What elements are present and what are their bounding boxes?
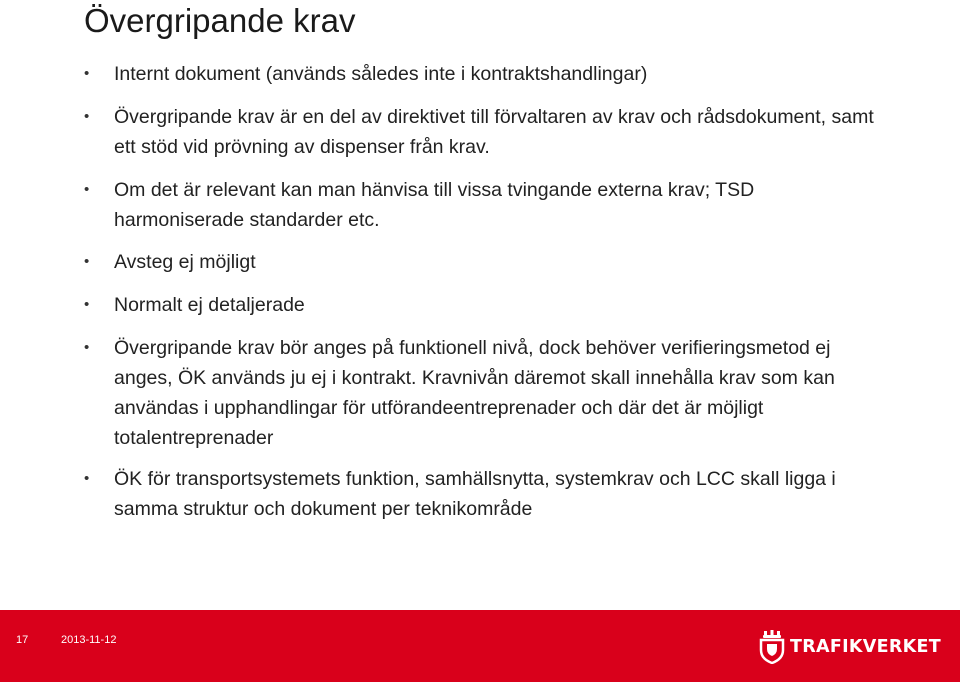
- bullet-icon: •: [84, 470, 90, 487]
- slide-title: Övergripande krav: [84, 2, 356, 39]
- bullet-text: Normalt ej detaljerade: [114, 294, 305, 316]
- trafikverket-crest-icon: [758, 630, 786, 664]
- bullet-icon: •: [84, 181, 90, 198]
- footer-bar: [0, 610, 960, 682]
- bullet-text: Om det är relevant kan man hänvisa till vissa tvingande externa krav; TSD harmoniserade standarder etc.: [114, 179, 755, 231]
- bullet-text: Övergripande krav är en del av direktivet till förvaltaren av krav och rådsdokument, samt ett stöd vid prövning av dispenser från krav.: [114, 106, 874, 158]
- bullet-text: Övergripande krav bör anges på funktionell nivå, dock behöver verifieringsmetod ej anges, ÖK används ju ej i kontrakt. Kravnivån däremot skall innehålla krav som kan användas i upphandlingar för utförandeentreprenader och där det är möjligt totalentreprenader: [114, 337, 835, 449]
- bullet-icon: •: [84, 65, 90, 82]
- bullet-icon: •: [84, 296, 90, 313]
- bullet-item: [84, 333, 874, 453]
- trafikverket-logo: [758, 630, 941, 664]
- bullet-icon: •: [84, 253, 90, 270]
- bullet-item: [84, 464, 874, 524]
- bullet-text: Avsteg ej möjligt: [114, 251, 256, 273]
- bullet-item: [84, 175, 874, 235]
- bullet-text: ÖK för transportsystemets funktion, samhällsnytta, systemkrav och LCC skall ligga i samma struktur och dokument per teknikområde: [114, 468, 836, 520]
- bullet-icon: •: [84, 108, 90, 125]
- bullet-item: [84, 59, 874, 89]
- bullet-text: Internt dokument (används således inte i kontraktshandlingar): [114, 63, 648, 85]
- bullet-item: [84, 102, 874, 162]
- slide-number: 17: [16, 634, 29, 646]
- bullet-item: [84, 290, 874, 320]
- bullet-item: [84, 247, 874, 277]
- slide-date: 2013-11-12: [61, 634, 117, 646]
- logo-text: TRAFIKVERKET: [790, 637, 942, 657]
- bullet-icon: •: [84, 339, 90, 356]
